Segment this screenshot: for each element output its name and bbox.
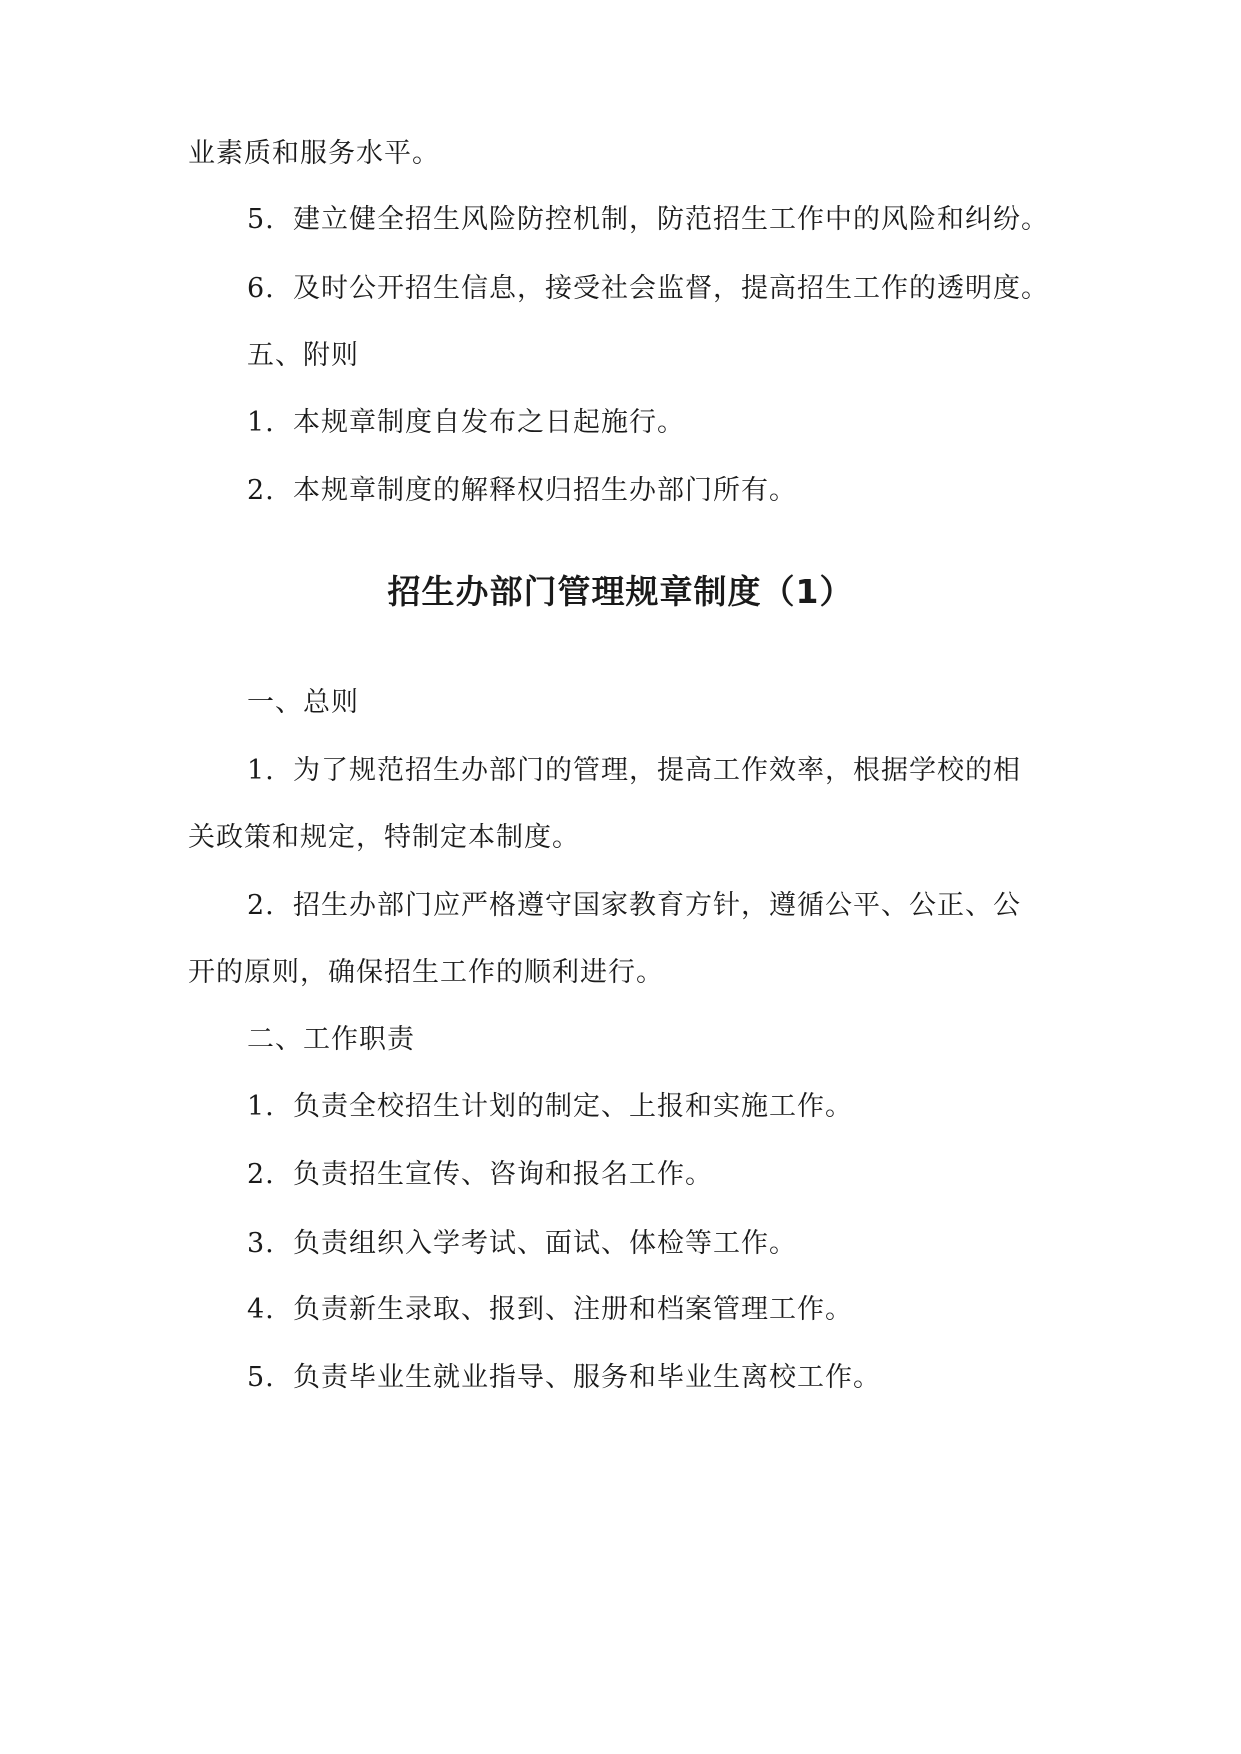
paragraph-text: 业素质和服务水平。 [188,138,440,169]
list-item [247,403,685,443]
list-text: 本规章制度的解释权归招生办部门所有。 [293,475,797,506]
list-item [247,471,797,511]
paragraph-continuation [188,818,580,858]
list-item [247,200,1049,240]
list-item [247,1155,713,1195]
list-text: 及时公开招生信息，接受社会监督，提高招生工作的透明度。 [293,273,1049,304]
paragraph [247,886,1021,926]
list-number: 1. [247,755,275,786]
section-heading [247,1020,415,1060]
paragraph [247,751,1021,791]
list-number: 4. [247,1294,275,1325]
section-heading [247,336,359,376]
paragraph-text: 开的原则，确保招生工作的顺利进行。 [188,957,664,988]
list-item [247,1087,853,1127]
list-item [247,1224,797,1264]
section-heading-text: 五、附则 [247,340,359,371]
list-number: 5. [247,204,275,235]
paragraph-text: 招生办部门应严格遵守国家教育方针，遵循公平、公正、公 [293,890,1021,921]
list-text: 建立健全招生风险防控机制，防范招生工作中的风险和纠纷。 [293,204,1049,235]
list-number: 2. [247,890,275,921]
list-number: 1. [247,1091,275,1122]
list-text: 负责全校招生计划的制定、上报和实施工作。 [293,1091,853,1122]
list-text: 负责组织入学考试、面试、体检等工作。 [293,1228,797,1259]
paragraph-continuation [188,134,440,174]
paragraph-continuation [188,953,664,993]
list-item [247,1290,853,1330]
list-number: 5. [247,1362,275,1393]
list-text: 负责新生录取、报到、注册和档案管理工作。 [293,1294,853,1325]
document-title: 招生办部门管理规章制度（1） [387,572,854,611]
paragraph-text: 为了规范招生办部门的管理，提高工作效率，根据学校的相 [293,755,1021,786]
list-number: 2. [247,475,275,506]
list-number: 6. [247,273,275,304]
list-number: 3. [247,1228,275,1259]
section-heading-text: 二、工作职责 [247,1024,415,1055]
list-text: 负责毕业生就业指导、服务和毕业生离校工作。 [293,1362,881,1393]
section-heading [247,683,359,723]
section-heading-text: 一、总则 [247,687,359,718]
paragraph-text: 关政策和规定，特制定本制度。 [188,822,580,853]
list-number: 2. [247,1159,275,1190]
list-number: 1. [247,407,275,438]
list-item [247,1358,881,1398]
list-text: 本规章制度自发布之日起施行。 [293,407,685,438]
list-text: 负责招生宣传、咨询和报名工作。 [293,1159,713,1190]
list-item [247,269,1049,309]
